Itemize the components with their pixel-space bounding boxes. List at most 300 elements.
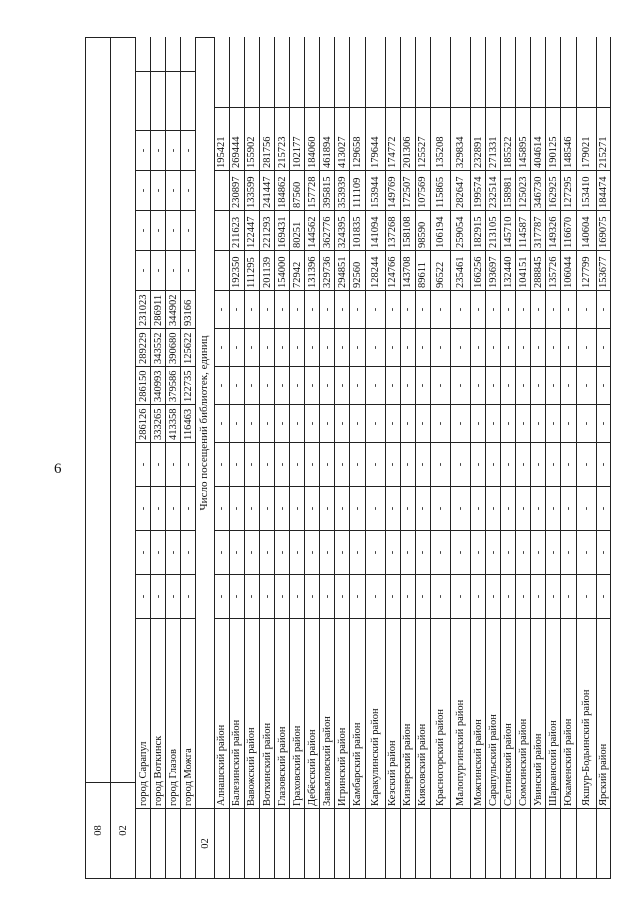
dash-cell: - <box>350 575 364 619</box>
district-value: 154000 <box>275 251 289 291</box>
row-blank <box>290 809 304 879</box>
district-value: 346730 <box>531 171 545 211</box>
district-value: 269444 <box>230 107 244 171</box>
dash-cell: - <box>561 443 575 487</box>
dash-cell: - <box>305 487 319 531</box>
district-value: 182915 <box>471 211 485 251</box>
dash-cell: - <box>350 291 364 329</box>
district-value: 184060 <box>305 107 319 171</box>
district-value: 201306 <box>401 107 415 171</box>
dash-cell: - <box>416 291 430 329</box>
district-value: 158108 <box>401 211 415 251</box>
dash-cell: - <box>597 329 610 367</box>
district-value: 174772 <box>386 107 400 171</box>
dash-cell: - <box>471 575 485 619</box>
row-blank <box>546 809 560 879</box>
dash-cell: - <box>561 405 575 443</box>
district-value: 213105 <box>486 211 500 251</box>
row-blank <box>531 809 545 879</box>
dash-cell: - <box>597 405 610 443</box>
dash-cell: - <box>166 443 180 487</box>
district-column <box>415 37 430 879</box>
dash-cell: - <box>416 329 430 367</box>
row-blank <box>486 809 500 879</box>
district-value <box>215 251 229 291</box>
district-value: 317787 <box>531 211 545 251</box>
row-blank <box>260 809 274 879</box>
dash-cell: - <box>451 405 470 443</box>
dash-cell: - <box>516 443 530 487</box>
district-value: 294851 <box>335 251 349 291</box>
dash-cell: - <box>546 531 560 575</box>
dash-cell: - <box>230 291 244 329</box>
dash-cell: - <box>320 329 334 367</box>
dash-cell: - <box>546 443 560 487</box>
dash-cell: - <box>486 487 500 531</box>
dash-cell: - <box>401 291 415 329</box>
row-blank <box>151 71 165 131</box>
district-name: Камбарский район <box>350 619 364 809</box>
row-blank <box>245 809 259 879</box>
dash-cell: - <box>181 443 195 487</box>
dash-cell: - <box>151 211 165 251</box>
district-value: 395815 <box>320 171 334 211</box>
row-blank <box>401 809 415 879</box>
district-value: 135208 <box>431 107 450 171</box>
city-value: 116463 <box>181 405 195 443</box>
row-blank <box>577 809 596 879</box>
district-column <box>244 37 259 879</box>
district-column <box>560 37 575 879</box>
dash-cell: - <box>320 367 334 405</box>
dash-cell: - <box>151 487 165 531</box>
dash-cell: - <box>516 405 530 443</box>
dash-cell: - <box>215 487 229 531</box>
dash-cell: - <box>431 575 450 619</box>
dash-cell: - <box>275 531 289 575</box>
dash-cell: - <box>546 367 560 405</box>
dash-cell: - <box>577 367 596 405</box>
dash-cell: - <box>151 575 165 619</box>
district-value: 129658 <box>350 107 364 171</box>
dash-cell: - <box>451 367 470 405</box>
district-value: 106194 <box>431 211 450 251</box>
dash-cell: - <box>305 575 319 619</box>
dash-cell: - <box>386 367 400 405</box>
district-value: 215271 <box>597 107 610 171</box>
code-mid: 02 <box>111 783 135 879</box>
district-column <box>365 37 385 879</box>
dash-cell: - <box>577 531 596 575</box>
dash-cell: - <box>181 211 195 251</box>
district-value: 124766 <box>386 251 400 291</box>
city-name: город Воткинск <box>151 619 165 809</box>
row-blank <box>561 809 575 879</box>
district-value: 155902 <box>245 107 259 171</box>
district-value: 282647 <box>451 171 470 211</box>
dash-cell: - <box>335 405 349 443</box>
district-name: Глазовский район <box>275 619 289 809</box>
dash-cell: - <box>215 443 229 487</box>
dash-cell: - <box>151 443 165 487</box>
district-value: 184474 <box>597 171 610 211</box>
district-column <box>274 37 289 879</box>
code-row: 02 <box>196 809 213 879</box>
code-blank <box>111 37 135 783</box>
dash-cell: - <box>471 531 485 575</box>
dash-cell: - <box>166 531 180 575</box>
dash-cell: - <box>386 531 400 575</box>
district-value: 190125 <box>546 107 560 171</box>
row-blank <box>305 809 319 879</box>
dash-cell: - <box>320 405 334 443</box>
dash-cell: - <box>136 211 150 251</box>
dash-cell: - <box>546 575 560 619</box>
district-value: 127799 <box>577 251 596 291</box>
district-name: Балезинский район <box>230 619 244 809</box>
dash-cell: - <box>275 367 289 405</box>
district-value: 72942 <box>290 251 304 291</box>
district-value: 329736 <box>320 251 334 291</box>
dash-cell: - <box>136 131 150 171</box>
dash-cell: - <box>486 575 500 619</box>
dash-cell: - <box>431 405 450 443</box>
dash-cell: - <box>245 405 259 443</box>
district-value: 133599 <box>245 171 259 211</box>
dash-cell: - <box>597 367 610 405</box>
row-blank <box>451 809 470 879</box>
row-blank <box>181 809 195 879</box>
dash-cell: - <box>531 291 545 329</box>
dash-cell: - <box>401 329 415 367</box>
dash-cell: - <box>151 251 165 291</box>
dash-cell: - <box>335 443 349 487</box>
dash-cell: - <box>386 291 400 329</box>
dash-cell: - <box>577 329 596 367</box>
district-name: Игринский район <box>335 619 349 809</box>
district-value <box>215 171 229 211</box>
district-value: 114587 <box>516 211 530 251</box>
dash-cell: - <box>561 291 575 329</box>
dash-cell: - <box>290 487 304 531</box>
row-blank <box>151 809 165 879</box>
dash-cell: - <box>471 443 485 487</box>
row-blank <box>431 809 450 879</box>
dash-cell: - <box>230 329 244 367</box>
district-value: 89611 <box>416 251 430 291</box>
dash-cell: - <box>501 531 515 575</box>
district-column <box>576 37 596 879</box>
dash-cell: - <box>230 443 244 487</box>
dash-cell: - <box>431 531 450 575</box>
district-value: 162925 <box>546 171 560 211</box>
dash-cell: - <box>230 487 244 531</box>
dash-cell: - <box>305 443 319 487</box>
dash-cell: - <box>431 291 450 329</box>
district-column <box>334 37 349 879</box>
district-value: 201139 <box>260 251 274 291</box>
district-value: 199574 <box>471 171 485 211</box>
dash-cell: - <box>501 367 515 405</box>
dash-cell: - <box>516 291 530 329</box>
dash-cell: - <box>366 575 385 619</box>
dash-cell: - <box>471 367 485 405</box>
district-value: 87560 <box>290 171 304 211</box>
dash-cell: - <box>181 171 195 211</box>
district-value: 169431 <box>275 211 289 251</box>
dash-cell: - <box>546 291 560 329</box>
dash-cell: - <box>350 487 364 531</box>
dash-cell: - <box>290 329 304 367</box>
row-blank <box>416 809 430 879</box>
district-value: 98590 <box>416 211 430 251</box>
dash-cell: - <box>245 367 259 405</box>
dash-cell: - <box>561 531 575 575</box>
dash-cell: - <box>597 443 610 487</box>
dash-cell: - <box>366 329 385 367</box>
dash-cell: - <box>305 329 319 367</box>
district-name: Граховский район <box>290 619 304 809</box>
dash-cell: - <box>275 329 289 367</box>
city-value: 333265 <box>151 405 165 443</box>
dash-cell: - <box>451 531 470 575</box>
district-value: 172507 <box>401 171 415 211</box>
city-value: 413358 <box>166 405 180 443</box>
dash-cell: - <box>320 487 334 531</box>
dash-cell: - <box>335 575 349 619</box>
district-value: 104151 <box>516 251 530 291</box>
dash-cell: - <box>451 575 470 619</box>
dash-cell: - <box>320 291 334 329</box>
dash-cell: - <box>401 367 415 405</box>
dash-cell: - <box>166 251 180 291</box>
row-blank <box>516 809 530 879</box>
dash-cell: - <box>305 291 319 329</box>
district-value: 404614 <box>531 107 545 171</box>
district-value: 413027 <box>335 107 349 171</box>
district-value: 166256 <box>471 251 485 291</box>
dash-cell: - <box>431 367 450 405</box>
dash-cell: - <box>386 487 400 531</box>
dash-cell: - <box>386 405 400 443</box>
district-value: 259054 <box>451 211 470 251</box>
district-value: 221293 <box>260 211 274 251</box>
city-column <box>135 37 150 879</box>
row-blank <box>215 809 229 879</box>
dash-cell: - <box>386 443 400 487</box>
dash-cell: - <box>335 367 349 405</box>
data-table-wrapper <box>85 37 611 879</box>
dash-cell: - <box>416 531 430 575</box>
district-value: 195421 <box>215 107 229 171</box>
dash-cell: - <box>151 171 165 211</box>
dash-cell: - <box>245 487 259 531</box>
dash-cell: - <box>350 329 364 367</box>
district-value: 184862 <box>275 171 289 211</box>
dash-cell: - <box>501 329 515 367</box>
district-value: 116670 <box>561 211 575 251</box>
city-value: 286126 <box>136 405 150 443</box>
code-column <box>110 37 135 879</box>
dash-cell: - <box>531 575 545 619</box>
code-blank <box>86 37 110 783</box>
dash-cell: - <box>431 329 450 367</box>
dash-cell: - <box>151 131 165 171</box>
row-blank <box>597 809 610 879</box>
dash-cell: - <box>136 575 150 619</box>
dash-cell: - <box>366 487 385 531</box>
district-value: 137268 <box>386 211 400 251</box>
dash-cell: - <box>290 367 304 405</box>
dash-cell: - <box>181 251 195 291</box>
district-name: Дебёсский район <box>305 619 319 809</box>
dash-cell: - <box>350 367 364 405</box>
district-name: Якшур-Бодьинский район <box>577 619 596 809</box>
district-name: Красногорский район <box>431 619 450 809</box>
district-value: 211623 <box>230 211 244 251</box>
row-blank <box>366 809 385 879</box>
dash-cell: - <box>416 575 430 619</box>
district-value: 131396 <box>305 251 319 291</box>
city-value: 344902 <box>166 291 180 329</box>
dash-cell: - <box>350 531 364 575</box>
dash-cell: - <box>335 531 349 575</box>
dash-cell: - <box>350 405 364 443</box>
district-value: 144562 <box>305 211 319 251</box>
dash-cell: - <box>275 291 289 329</box>
dash-cell: - <box>215 367 229 405</box>
district-value <box>215 211 229 251</box>
city-value: 125622 <box>181 329 195 367</box>
row-blank <box>181 71 195 131</box>
dash-cell: - <box>136 487 150 531</box>
dash-cell: - <box>431 487 450 531</box>
dash-cell: - <box>275 575 289 619</box>
dash-cell: - <box>215 531 229 575</box>
city-name: город Можга <box>181 619 195 809</box>
dash-cell: - <box>181 575 195 619</box>
dash-cell: - <box>516 367 530 405</box>
dash-cell: - <box>431 443 450 487</box>
dash-cell: - <box>501 405 515 443</box>
dash-cell: - <box>577 291 596 329</box>
dash-cell: - <box>290 443 304 487</box>
dash-cell: - <box>416 405 430 443</box>
dash-cell: - <box>305 367 319 405</box>
city-value: 379586 <box>166 367 180 405</box>
district-value: 92560 <box>350 251 364 291</box>
page-number: 6 <box>54 461 62 477</box>
row-blank <box>320 809 334 879</box>
district-value: 153944 <box>366 171 385 211</box>
district-name: Завьяловский район <box>320 619 334 809</box>
district-column <box>500 37 515 879</box>
district-column <box>596 37 611 879</box>
dash-cell: - <box>215 405 229 443</box>
dash-cell: - <box>451 329 470 367</box>
district-column <box>470 37 485 879</box>
dash-cell: - <box>290 405 304 443</box>
district-value: 153677 <box>597 251 610 291</box>
row-blank <box>166 809 180 879</box>
dash-cell: - <box>320 575 334 619</box>
district-value: 96522 <box>431 251 450 291</box>
dash-cell: - <box>471 405 485 443</box>
district-value: 102177 <box>290 107 304 171</box>
district-value: 157728 <box>305 171 319 211</box>
district-value: 145895 <box>516 107 530 171</box>
dash-cell: - <box>136 531 150 575</box>
district-column <box>450 37 470 879</box>
district-value: 193697 <box>486 251 500 291</box>
district-value: 362776 <box>320 211 334 251</box>
row-blank <box>350 809 364 879</box>
dash-cell: - <box>451 443 470 487</box>
district-value: 461894 <box>320 107 334 171</box>
dash-cell: - <box>486 405 500 443</box>
district-value: 122447 <box>245 211 259 251</box>
dash-cell: - <box>230 531 244 575</box>
dash-cell: - <box>401 405 415 443</box>
dash-cell: - <box>260 329 274 367</box>
city-value: 390680 <box>166 329 180 367</box>
dash-cell: - <box>366 291 385 329</box>
dash-cell: - <box>577 405 596 443</box>
dash-cell: - <box>166 171 180 211</box>
district-value: 149769 <box>386 171 400 211</box>
dash-cell: - <box>531 405 545 443</box>
city-value: 122735 <box>181 367 195 405</box>
dash-cell: - <box>471 487 485 531</box>
dash-cell: - <box>260 531 274 575</box>
district-name: Шарканский район <box>546 619 560 809</box>
dash-cell: - <box>516 487 530 531</box>
district-name: Киясовский район <box>416 619 430 809</box>
dash-cell: - <box>260 291 274 329</box>
district-name: Вавожский район <box>245 619 259 809</box>
dash-cell: - <box>136 171 150 211</box>
dash-cell: - <box>181 531 195 575</box>
dash-cell: - <box>320 531 334 575</box>
district-value: 101835 <box>350 211 364 251</box>
dash-cell: - <box>290 531 304 575</box>
dash-cell: - <box>401 443 415 487</box>
city-value: 340993 <box>151 367 165 405</box>
district-column <box>319 37 334 879</box>
district-name: Сарапульский район <box>486 619 500 809</box>
district-column <box>400 37 415 879</box>
dash-cell: - <box>486 329 500 367</box>
dash-cell: - <box>401 487 415 531</box>
district-value: 132440 <box>501 251 515 291</box>
dash-cell: - <box>260 575 274 619</box>
district-value: 111109 <box>350 171 364 211</box>
dash-cell: - <box>471 329 485 367</box>
dash-cell: - <box>416 367 430 405</box>
district-name: Сюмсинский район <box>516 619 530 809</box>
district-value: 107569 <box>416 171 430 211</box>
dash-cell: - <box>531 531 545 575</box>
district-value: 241447 <box>260 171 274 211</box>
city-value: 343552 <box>151 329 165 367</box>
district-value: 135726 <box>546 251 560 291</box>
dash-cell: - <box>181 487 195 531</box>
dash-cell: - <box>215 291 229 329</box>
dash-cell: - <box>305 531 319 575</box>
dash-cell: - <box>230 575 244 619</box>
dash-cell: - <box>577 575 596 619</box>
dash-cell: - <box>531 329 545 367</box>
